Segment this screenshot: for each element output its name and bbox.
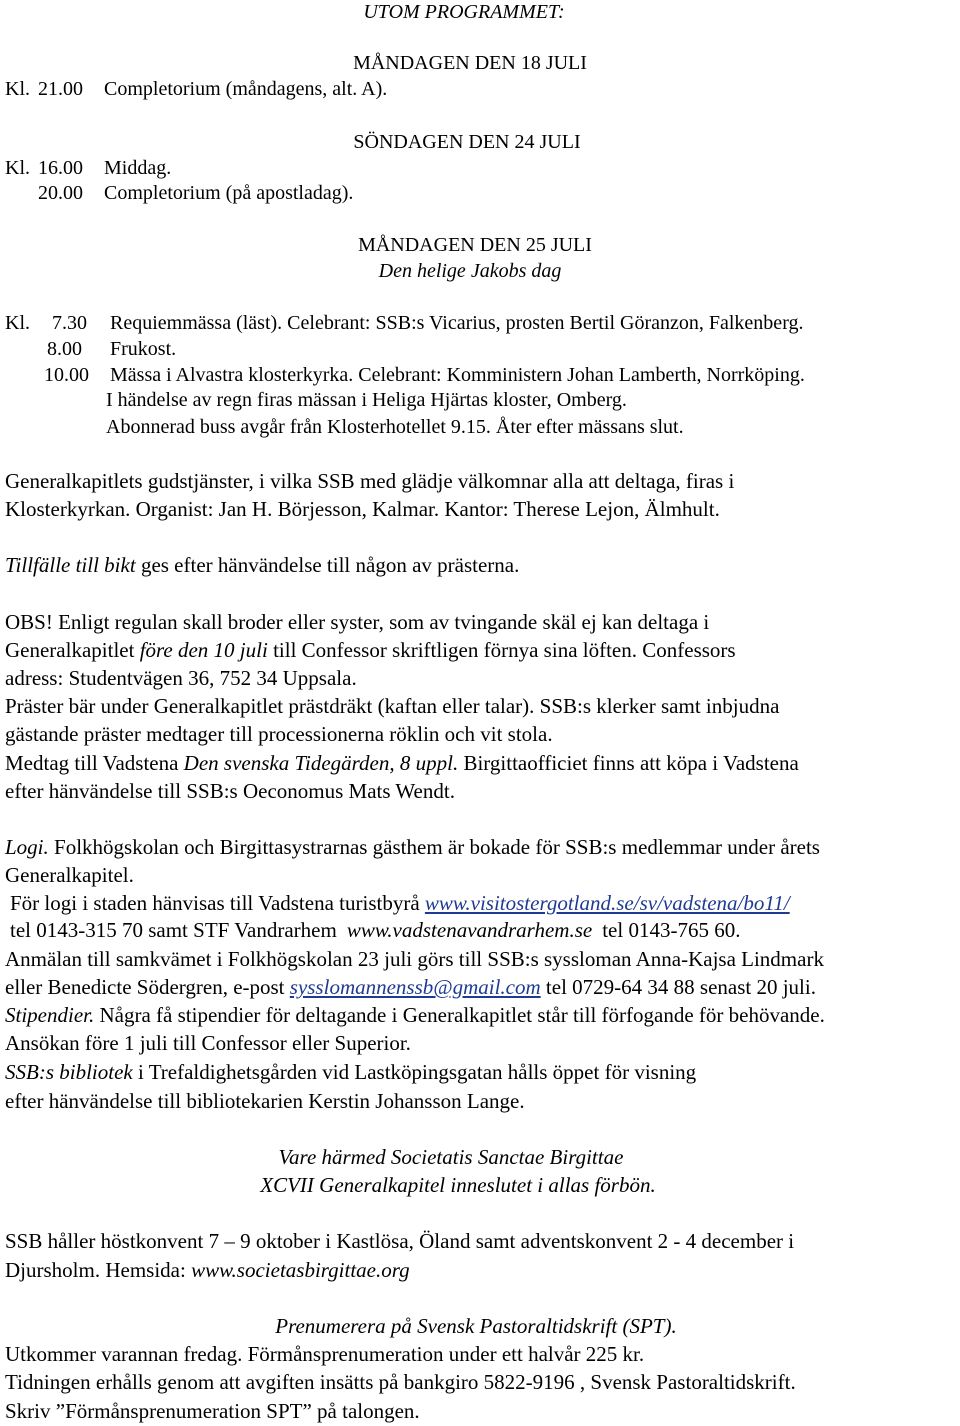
obs-deadline: före den 10 juli [139, 638, 268, 662]
library-text [5, 1059, 696, 1085]
spt-text: Skriv ”Förmånsprenumeration SPT” på talongen. [5, 1399, 420, 1423]
tourist-office-segment: För logi i staden hänvisas till Vadstena turistbyrå [10, 891, 420, 915]
scholarship-label: Stipendier. [5, 1003, 95, 1027]
schedule-time: 20.00 [38, 182, 83, 204]
lodging-label: Logi. [5, 835, 49, 859]
spt-title: Prenumerera på Svensk Pastoraltidskrift (SPT). [275, 1314, 677, 1338]
schedule-kl: Kl. [5, 157, 30, 179]
obs-segment: till Confessor skriftligen förnya sina löften. Confessors [273, 638, 736, 662]
schedule-kl: Kl. [5, 312, 30, 334]
hostel-text [10, 917, 740, 943]
closing-line: XCVII Generalkapitel inneslutet i allas förbön. [260, 1173, 656, 1197]
scholarship-text [5, 1002, 825, 1028]
scholarship-segment: Några få stipendier för deltagande i Generalkapitlet står till förfogande för behövande. [99, 1003, 825, 1027]
schedule-text: Mässa i Alvastra klosterkyrka. Celebrant: Komministern Johan Lamberth, Norrköping. [110, 364, 805, 386]
services-text: Klosterkyrkan. Organist: Jan H. Börjesson, Kalmar. Kantor: Therese Lejon, Älmhult. [5, 497, 720, 521]
day-subtitle: Den helige Jakobs dag [378, 260, 562, 282]
confession-rest: ges efter hänvändelse till någon av prästerna. [140, 553, 520, 577]
library-label: SSB:s bibliotek [5, 1060, 133, 1084]
bring-text [5, 750, 799, 776]
dress-code-text: Präster bär under Generalkapitlet prästdräkt (kaftan eller talar). SSB:s klerker samt inbjudna [5, 694, 780, 718]
schedule-row [0, 156, 960, 180]
schedule-text: Completorium (på apostladag). [104, 182, 354, 204]
gathering-segment: tel 0729-64 34 88 senast 20 juli. [545, 975, 816, 999]
library-segment: i Trefaldighetsgården vid Lastköpingsgatan hålls öppet för visning [137, 1060, 697, 1084]
day-title: SÖNDAGEN DEN 24 JULI [353, 131, 581, 153]
hostel-phone: tel 0143-765 60. [602, 918, 741, 942]
tourist-office-text [10, 890, 790, 916]
hostel-website: www.vadstenavandrarhem.se [346, 918, 593, 942]
convents-segment: Djursholm. Hemsida: [5, 1258, 186, 1282]
dress-code-text: gästande präster medtager till processionerna röklin och vit stola. [5, 722, 553, 746]
schedule-time: 21.00 [38, 78, 83, 100]
schedule-row [0, 311, 960, 335]
lodging-segment: Folkhögskolan och Birgittasystrarnas gästhem är bokade för SSB:s medlemmar under årets [54, 835, 820, 859]
section-heading: UTOM PROGRAMMET: [363, 1, 565, 23]
schedule-text: Requiemmässa (läst). Celebrant: SSB:s Vicarius, prosten Bertil Göranzon, Falkenberg. [110, 312, 804, 334]
confession-text [5, 552, 519, 578]
obs-segment: Generalkapitlet [5, 638, 135, 662]
schedule-row [0, 77, 960, 101]
tourist-office-phone: tel 0143-315 70 samt STF Vandrarhem [10, 918, 337, 942]
bring-segment: Birgittaofficiet finns att köpa i Vadstena [463, 751, 799, 775]
gathering-text [5, 974, 816, 1000]
obs-text: OBS! Enligt regulan skall broder eller syster, som av tvingande skäl ej kan deltaga i [5, 610, 710, 634]
schedule-row [0, 337, 960, 361]
schedule-time: 10.00 [44, 364, 89, 386]
convents-text: SSB håller höstkonvent 7 – 9 oktober i Kastlösa, Öland samt adventskonvent 2 - 4 december i [5, 1229, 795, 1253]
schedule-text: Frukost. [110, 338, 177, 360]
confession-emphasis: Tillfälle till bikt [5, 553, 136, 577]
schedule-time: 8.00 [47, 338, 82, 360]
schedule-text: Completorium (måndagens, alt. A). [104, 78, 388, 100]
lodging-text [5, 834, 820, 860]
convents-text [5, 1257, 410, 1283]
closing-line: Vare härmed Societatis Sanctae Birgittae [278, 1145, 624, 1169]
services-text: Generalkapitlets gudstjänster, i vilka SSB med glädje välkomnar alla att deltaga, firas i [5, 469, 735, 493]
schedule-time: 7.30 [52, 312, 87, 334]
day-title: MÅNDAGEN DEN 25 JULI [358, 234, 592, 256]
obs-text [5, 637, 736, 663]
library-text: efter hänvändelse till bibliotekarien Kerstin Johansson Lange. [5, 1089, 525, 1113]
email-link[interactable]: sysslomannenssb@gmail.com [289, 975, 541, 999]
schedule-row [0, 363, 960, 387]
gathering-segment: eller Benedicte Södergren, e-post [5, 975, 285, 999]
bring-segment: Medtag till Vadstena [5, 751, 179, 775]
schedule-text: Middag. [104, 157, 172, 179]
schedule-time: 16.00 [38, 157, 83, 179]
schedule-row [0, 181, 960, 205]
book-title: Den svenska Tidegärden, 8 uppl. [183, 751, 459, 775]
day-title: MÅNDAGEN DEN 18 JULI [353, 52, 587, 74]
spt-text: Utkommer varannan fredag. Förmånsprenumeration under ett halvår 225 kr. [5, 1342, 645, 1366]
website-url: www.societasbirgittae.org [191, 1258, 410, 1282]
tourist-office-link[interactable]: www.visitostergotland.se/sv/vadstena/bo11/ [424, 891, 790, 915]
bring-text: efter hänvändelse till SSB:s Oeconomus Mats Wendt. [5, 779, 455, 803]
lodging-text: Generalkapitel. [5, 863, 134, 887]
gathering-text: Anmälan till samkvämet i Folkhögskolan 23 juli görs till SSB:s syssloman Anna-Kajsa Lindmark [5, 947, 824, 971]
schedule-note: Abonnerad buss avgår från Klosterhotellet 9.15. Åter efter mässans slut. [106, 416, 684, 438]
scholarship-text: Ansökan före 1 juli till Confessor eller Superior. [5, 1031, 411, 1055]
spt-text: Tidningen erhålls genom att avgiften insätts på bankgiro 5822-9196 , Svensk Pastoraltidskrift. [5, 1370, 796, 1394]
schedule-kl: Kl. [5, 78, 30, 100]
schedule-note: I händelse av regn firas mässan i Heliga Hjärtas kloster, Omberg. [106, 389, 627, 411]
confessor-address: adress: Studentvägen 36, 752 34 Uppsala. [5, 666, 357, 690]
